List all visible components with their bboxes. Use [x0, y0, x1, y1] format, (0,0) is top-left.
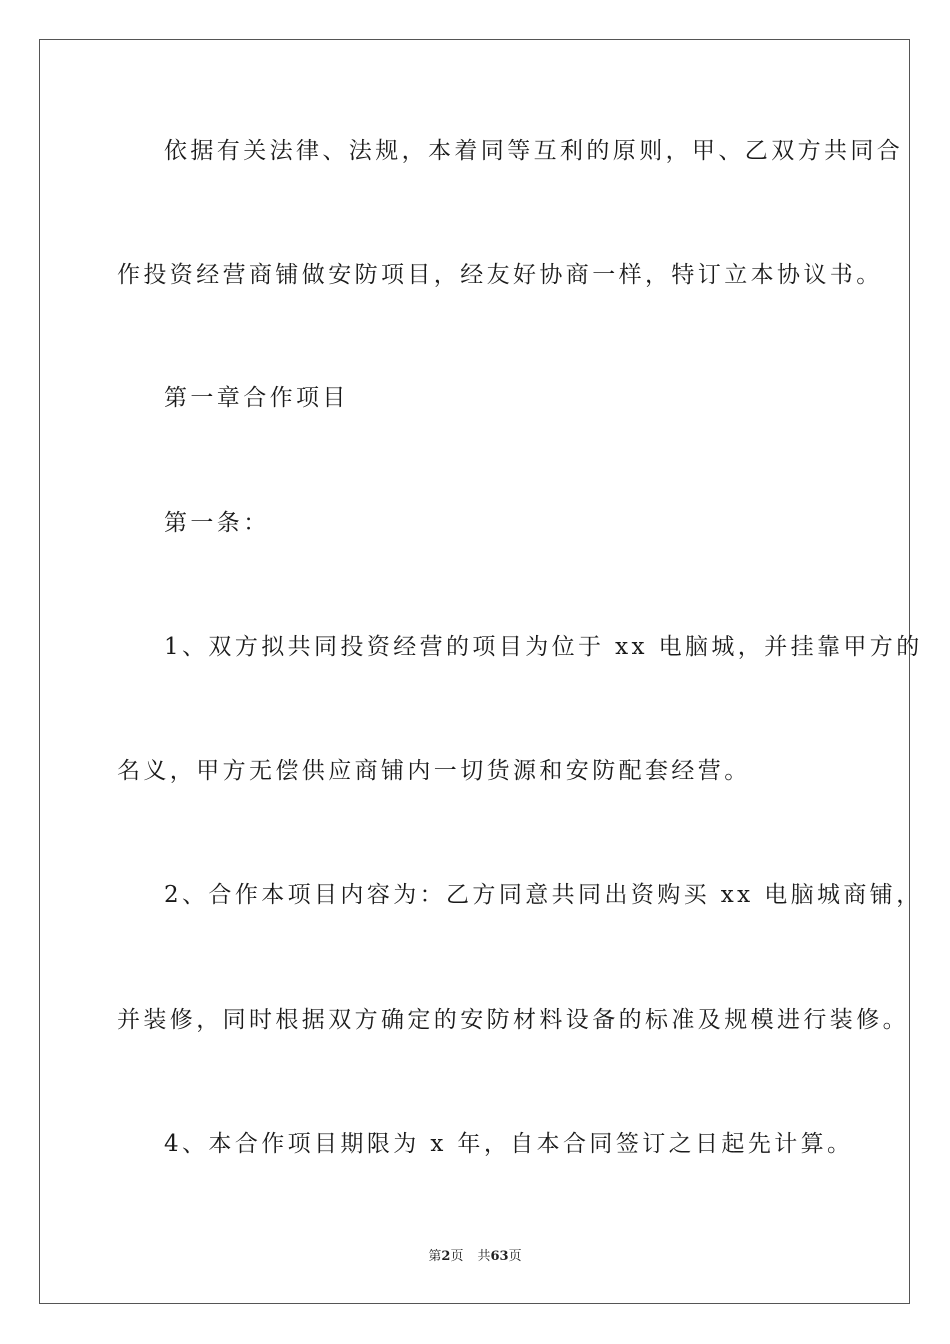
total-prefix: 共: [477, 1249, 491, 1264]
total-pages: 63: [490, 1249, 509, 1264]
paragraph-line-5: 1、双方拟共同投资经营的项目为位于 xx 电脑城，并挂靠甲方的: [164, 634, 923, 660]
total-suffix: 页: [508, 1249, 522, 1264]
chapter-heading: 第一章合作项目: [164, 385, 349, 411]
paragraph-line-7: 2、合作本项目内容为：乙方同意共同出资购买 xx 电脑城商铺，: [164, 882, 923, 908]
page-number: 2: [441, 1249, 451, 1264]
page-suffix: 页: [450, 1249, 464, 1264]
paragraph-line-9: 4、本合作项目期限为 x 年，自本合同签订之日起先计算。: [164, 1131, 854, 1157]
page-prefix: 第: [428, 1249, 442, 1264]
page-border: [39, 39, 910, 1304]
paragraph-line-8: 并装修，同时根据双方确定的安防材料设备的标准及规模进行装修。: [117, 1007, 909, 1033]
paragraph-line-6: 名义，甲方无偿供应商铺内一切货源和安防配套经营。: [117, 758, 751, 784]
paragraph-line-1: 依据有关法律、法规，本着同等互利的原则，甲、乙双方共同合: [164, 138, 904, 164]
article-heading: 第一条：: [164, 510, 270, 536]
page-footer: [0, 1248, 950, 1266]
paragraph-line-2: 作投资经营商铺做安防项目，经友好协商一样，特订立本协议书。: [117, 262, 883, 288]
